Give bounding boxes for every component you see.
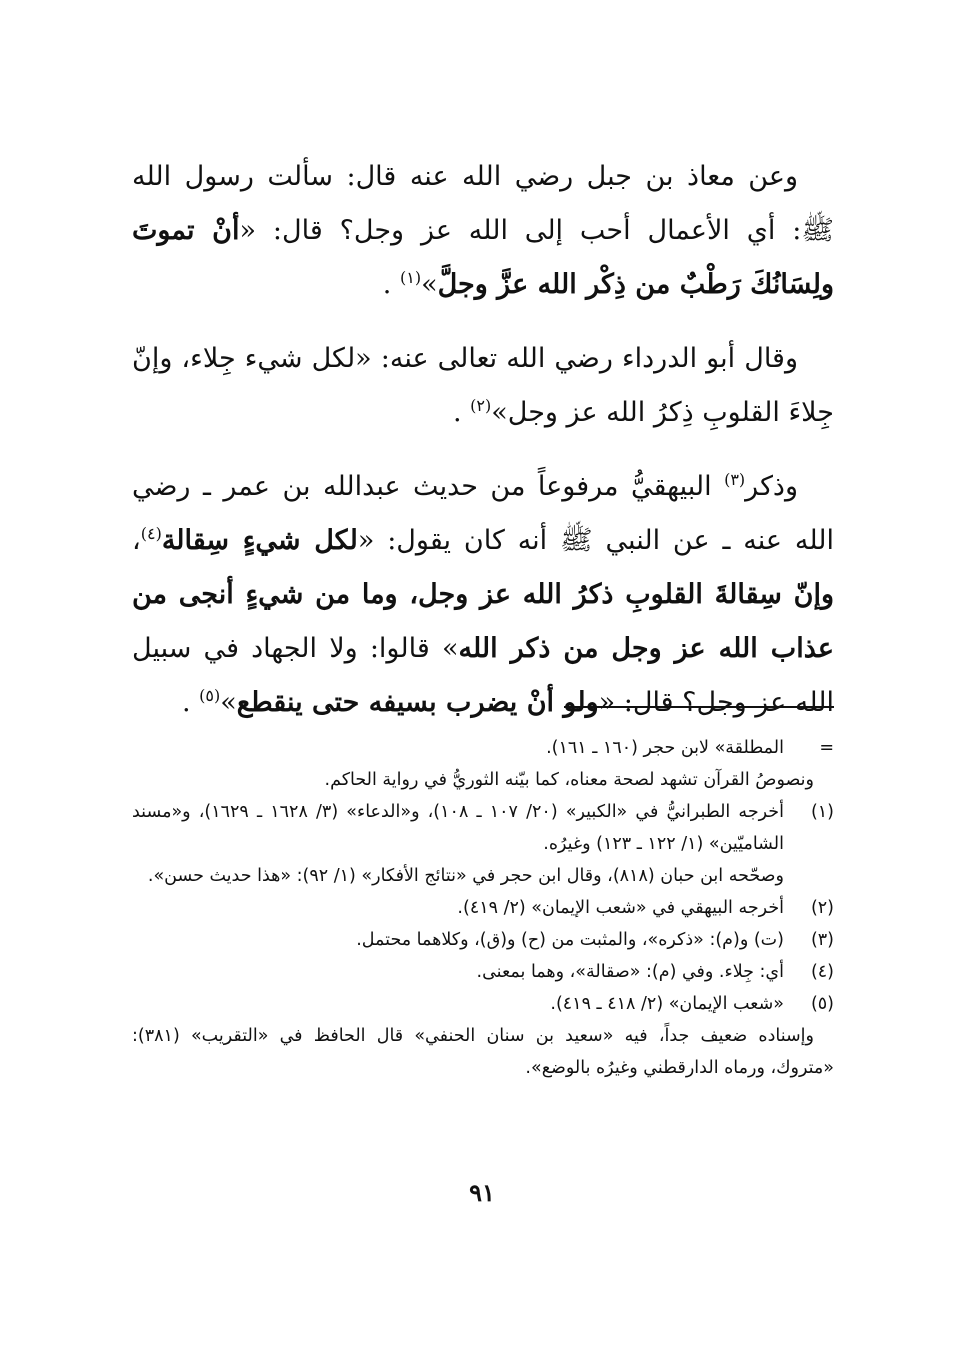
paragraph-muadh bbox=[132, 150, 834, 312]
footnote-carryover bbox=[132, 732, 834, 764]
footnote-line: أخرجه البيهقي في «شعب الإيمان» (٢/ ٤١٩). bbox=[457, 898, 784, 918]
footnote-reference: (٥) bbox=[199, 686, 221, 705]
footnote-continuation: وإسناده ضعيف جداً، فيه «سعيد بن سنان الحنفي» قال الحافظ في «التقريب» (٣٨١): «متروك، ورماه الدارقطني وغيرُه بالوضع». bbox=[132, 1026, 834, 1078]
footnote-marker: (٣) bbox=[810, 930, 834, 950]
footnote-marker: = bbox=[819, 738, 834, 758]
paragraph-abu-darda bbox=[132, 332, 834, 440]
text-run: . bbox=[382, 269, 400, 300]
footnote-3 bbox=[132, 924, 834, 956]
footnote-reference: (٤) bbox=[140, 524, 162, 543]
text-run: ، bbox=[132, 525, 141, 556]
footnote-marker: (٢) bbox=[810, 898, 834, 918]
bold-text: ولو أنْ يضرب بسيفه حتى ينقطع bbox=[236, 687, 599, 718]
text-run: » bbox=[421, 269, 438, 300]
text-run: وقال أبو الدرداء رضي الله تعالى عنه: «لكل شيء جِلاء، وإنّ جِلاءَ القلوبِ ذِكرُ الله عز وجل» bbox=[132, 343, 834, 428]
footnote-marker: (٥) bbox=[810, 994, 834, 1014]
text-run: البيهقيُّ مرفوعاً من حديث عبدالله بن عمر ـ رضي الله عنه ـ عن النبي ﷺ أنه كان يقول: « bbox=[132, 471, 834, 556]
text-run: » bbox=[220, 687, 237, 718]
text-run: وعن معاذ بن جبل رضي الله عنه قال: سألت رسول الله ﷺ: أي الأعمال أحب إلى الله عز وجل؟ قال: « bbox=[132, 161, 834, 246]
footnote-reference: (٣) bbox=[724, 470, 746, 489]
footnote-line: «شعب الإيمان» (٢/ ٤١٨ ـ ٤١٩). bbox=[550, 994, 784, 1014]
text-run: وذكر bbox=[745, 471, 798, 502]
footnote-reference: (١) bbox=[399, 268, 422, 287]
footnote-1 bbox=[132, 796, 834, 892]
paragraph-bayhaqi bbox=[132, 460, 834, 730]
footnote-line: أي: جِلاء. وفي (م): «صقالة»، وهما بمعنى. bbox=[476, 962, 784, 982]
bold-text: وإنّ سِقالةَ القلوبِ ذكرُ الله عز وجل، وما من شيءٍ أنجى من عذاب الله عز وجل من ذكر الله bbox=[132, 579, 834, 664]
footnote-line: المطلقة» لابن حجر (١٦٠ ـ ١٦١). bbox=[546, 738, 784, 758]
footnote-separator bbox=[564, 706, 834, 708]
footnote-4 bbox=[132, 956, 834, 988]
bold-text: لكل شيءٍ سِقالة bbox=[161, 525, 358, 556]
text-run: . bbox=[453, 397, 471, 428]
main-text bbox=[132, 150, 834, 750]
footnote-2 bbox=[132, 892, 834, 924]
footnote-line: وصحّحه ابن حبان (٨١٨)، وقال ابن حجر في «نتائج الأفكار» (١/ ٩٢): «هذا حديث حسن». bbox=[147, 866, 784, 886]
footnotes bbox=[132, 732, 834, 1084]
footnote-5 bbox=[132, 988, 834, 1020]
footnote-marker: (٤) bbox=[810, 962, 834, 982]
footnote-reference: (٢) bbox=[470, 396, 492, 415]
text-run: . bbox=[181, 687, 200, 718]
footnote-continuation: ونصوصُ القرآن تشهد لصحة معناه، كما بيّنه الثوريُّ في رواية الحاكم. bbox=[324, 770, 814, 790]
text-run: » قالوا: ولا الجهاد في سبيل الله عز وجل؟ قال: « bbox=[132, 633, 834, 718]
footnote-line: (ت) و(م): «ذكره»، والمثبت من (ح) و(ق)، وكلاهما محتمل. bbox=[356, 930, 784, 950]
footnote-marker: (١) bbox=[810, 802, 834, 822]
footnote-line: أخرجه الطبرانيُّ في «الكبير» (٢٠/ ١٠٧ ـ ١٠٨)، و«الدعاء» (٣/ ١٦٢٨ ـ ١٦٢٩)، و«مسند الشاميّين» (١/ ١٢٢ ـ ١٢٣) وغيرُه. bbox=[132, 802, 784, 854]
bold-text: أنْ تموتَ ولِسَانُكَ رَطْبٌ من ذِكْر الله عزَّ وجلَّ bbox=[132, 215, 834, 300]
page-number: ٩١ bbox=[469, 1178, 495, 1207]
